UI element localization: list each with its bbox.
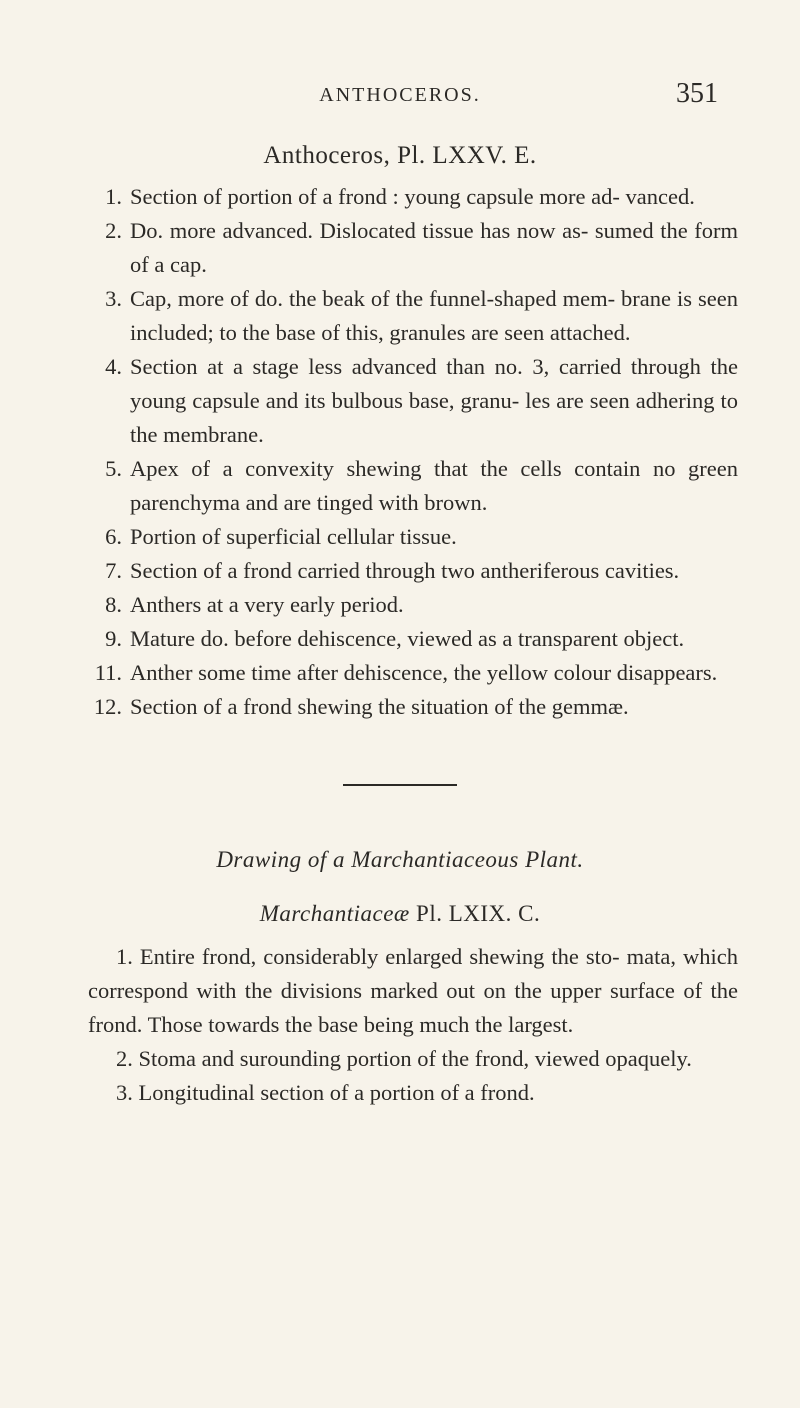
item-number: 4.: [105, 354, 122, 379]
item-number: 1.: [105, 184, 122, 209]
item-text: Anther some time after dehiscence, the yellow colour disappears.: [130, 660, 718, 685]
plate-title-marchantiaceae: [0, 901, 800, 927]
list-item: [88, 180, 738, 214]
list-item: [88, 554, 738, 588]
running-head: [0, 78, 800, 124]
item-text: Section of portion of a frond : young capsule more ad- vanced.: [130, 184, 695, 209]
list-item: [88, 350, 738, 452]
item-number: 3.: [105, 286, 122, 311]
item-number: 11.: [94, 660, 122, 685]
item-text: Cap, more of do. the beak of the funnel-shaped mem- brane is seen included; to the base of this, granules are seen attached.: [130, 286, 738, 345]
plate-title-rest: Pl. LXIX. C.: [409, 901, 541, 926]
list-item: [88, 214, 738, 282]
item-text: Mature do. before dehiscence, viewed as a transparent object.: [130, 626, 685, 651]
paragraph: 2. Stoma and surounding portion of the frond, viewed opaquely.: [116, 1046, 692, 1071]
list-item: [88, 588, 738, 622]
section-divider-rule: [343, 784, 457, 786]
item-text: Do. more advanced. Dislocated tissue has now as- sumed the form of a cap.: [130, 218, 738, 277]
running-head-title: ANTHOCEROS.: [319, 84, 481, 106]
item-number: 12.: [93, 694, 122, 719]
item-number: 2.: [105, 218, 122, 243]
paragraph: 3. Longitudinal section of a portion of a frond.: [116, 1080, 535, 1105]
item-number: 5.: [105, 456, 122, 481]
item-text: Portion of superficial cellular tissue.: [130, 524, 457, 549]
list-item: [88, 656, 738, 690]
list-item: [88, 520, 738, 554]
plate-explanation-paragraphs: [88, 940, 738, 1110]
plate-title-italic: Marchantiaceæ: [259, 901, 410, 926]
list-item: [88, 282, 738, 350]
item-number: 8.: [105, 592, 122, 617]
item-text: Section at a stage less advanced than no. 3, carried through the young capsule and its bulbous base, granu- les are seen adhering to the membrane.: [130, 354, 738, 447]
item-number: 6.: [105, 524, 122, 549]
list-item: [88, 690, 738, 724]
item-number: 7.: [105, 558, 122, 583]
item-text: Apex of a convexity shewing that the cells contain no green parenchyma and are tinged with brown.: [130, 456, 738, 515]
section-title-anthoceros: Anthoceros, Pl. LXXV. E.: [263, 142, 537, 169]
item-text: Section of a frond shewing the situation of the gemmæ.: [130, 694, 629, 719]
section-heading-drawing: Drawing of a Marchantiaceous Plant.: [216, 847, 584, 872]
page-number: 351: [676, 78, 718, 109]
list-item: [88, 452, 738, 520]
item-number: 9.: [105, 626, 122, 651]
item-text: Section of a frond carried through two antheriferous cavities.: [130, 558, 680, 583]
list-item: [88, 622, 738, 656]
paragraph: 1. Entire frond, considerably enlarged shewing the sto- mata, which correspond with the divisions marked out on the upper surface of the frond. Those towards the base being much the largest.: [88, 944, 738, 1037]
item-text: Anthers at a very early period.: [130, 592, 404, 617]
figure-explanation-list: [88, 180, 738, 724]
